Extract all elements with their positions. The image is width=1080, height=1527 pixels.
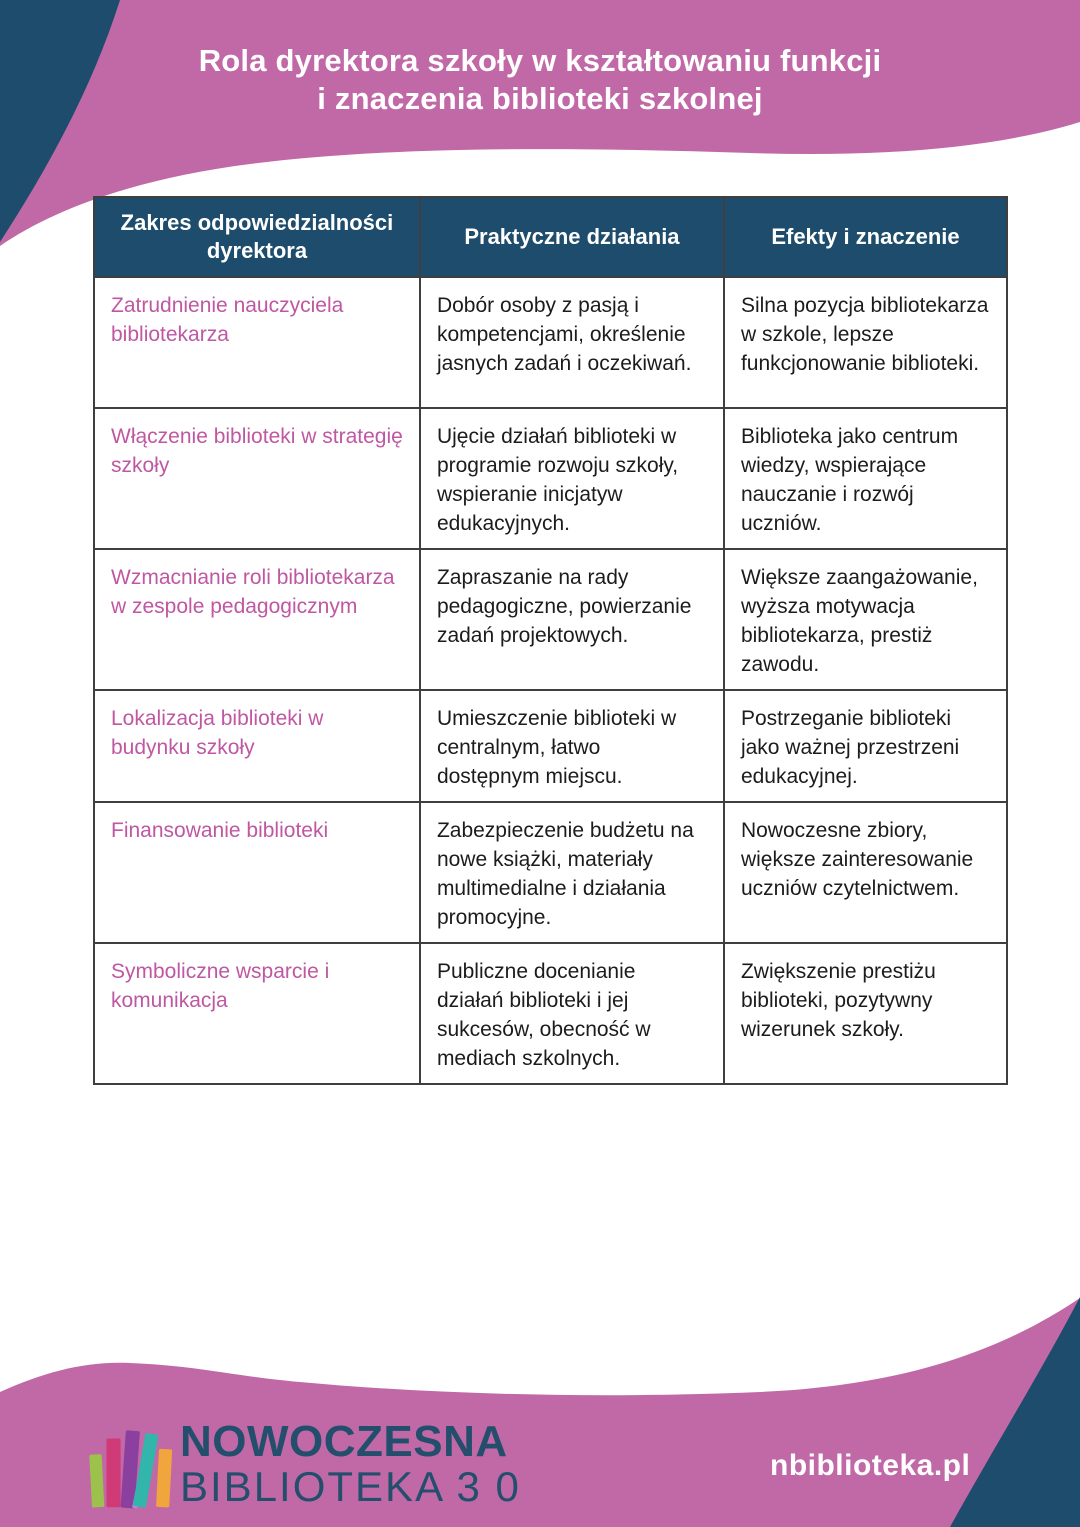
responsibility-table bbox=[93, 196, 1008, 1085]
logo-text bbox=[180, 1417, 521, 1510]
header-col-zakres: Zakres odpowiedzialności dyrektora bbox=[94, 197, 420, 277]
books-logo-icon bbox=[88, 1426, 176, 1518]
table-row bbox=[94, 690, 1007, 802]
cell-area: Finansowanie biblioteki bbox=[94, 802, 420, 943]
cell-effects: Zwiększenie prestiżu biblioteki, pozytywny wizerunek szkoły. bbox=[724, 943, 1007, 1084]
book-spine bbox=[89, 1454, 104, 1507]
logo-wordmark-line2: BIBLIOTEKA 3 0 bbox=[180, 1463, 521, 1510]
cell-actions: Publiczne docenianie działań biblioteki i jej sukcesów, obecność w mediach szkolnych. bbox=[420, 943, 724, 1084]
cell-effects: Nowoczesne zbiory, większe zainteresowanie uczniów czytelnictwem. bbox=[724, 802, 1007, 943]
cell-area: Symboliczne wsparcie i komunikacja bbox=[94, 943, 420, 1084]
cell-actions: Zabezpieczenie budżetu na nowe książki, materiały multimedialne i działania promocyjne. bbox=[420, 802, 724, 943]
table-row bbox=[94, 277, 1007, 408]
table-row bbox=[94, 549, 1007, 690]
cell-effects: Silna pozycja bibliotekarza w szkole, lepsze funkcjonowanie biblioteki. bbox=[724, 277, 1007, 408]
page-title-line1: Rola dyrektora szkoły w kształtowaniu funkcji bbox=[198, 43, 882, 78]
table-header-row bbox=[94, 197, 1007, 277]
table-row bbox=[94, 943, 1007, 1084]
cell-actions: Zapraszanie na rady pedagogiczne, powierzanie zadań projektowych. bbox=[420, 549, 724, 690]
cell-actions: Dobór osoby z pasją i kompetencjami, określenie jasnych zadań i oczekiwań. bbox=[420, 277, 724, 408]
cell-area: Zatrudnienie nauczyciela bibliotekarza bbox=[94, 277, 420, 408]
header-col-efekty: Efekty i znaczenie bbox=[724, 197, 1007, 277]
page-title bbox=[0, 42, 1080, 118]
table-row bbox=[94, 802, 1007, 943]
cell-effects: Biblioteka jako centrum wiedzy, wspierające nauczanie i rozwój uczniów. bbox=[724, 408, 1007, 549]
cell-area: Lokalizacja biblioteki w budynku szkoły bbox=[94, 690, 420, 802]
table-row bbox=[94, 408, 1007, 549]
header-col-dzialania: Praktyczne działania bbox=[420, 197, 724, 277]
cell-area: Wzmacnianie roli bibliotekarza w zespole pedagogicznym bbox=[94, 549, 420, 690]
cell-effects: Większe zaangażowanie, wyższa motywacja bibliotekarza, prestiż zawodu. bbox=[724, 549, 1007, 690]
nowoczesna-biblioteka-logo bbox=[88, 1417, 558, 1520]
logo-wordmark-line1: NOWOCZESNA bbox=[180, 1417, 508, 1466]
website-url: nbiblioteka.pl bbox=[770, 1449, 971, 1482]
cell-effects: Postrzeganie biblioteki jako ważnej przestrzeni edukacyjnej. bbox=[724, 690, 1007, 802]
book-spine bbox=[156, 1449, 172, 1508]
cell-actions: Umieszczenie biblioteki w centralnym, łatwo dostępnym miejscu. bbox=[420, 690, 724, 802]
cell-actions: Ujęcie działań biblioteki w programie rozwoju szkoły, wspieranie inicjatyw edukacyjnych. bbox=[420, 408, 724, 549]
book-spine bbox=[106, 1439, 120, 1508]
cell-area: Włączenie biblioteki w strategię szkoły bbox=[94, 408, 420, 549]
page-title-line2: i znaczenia biblioteki szkolnej bbox=[317, 81, 763, 116]
